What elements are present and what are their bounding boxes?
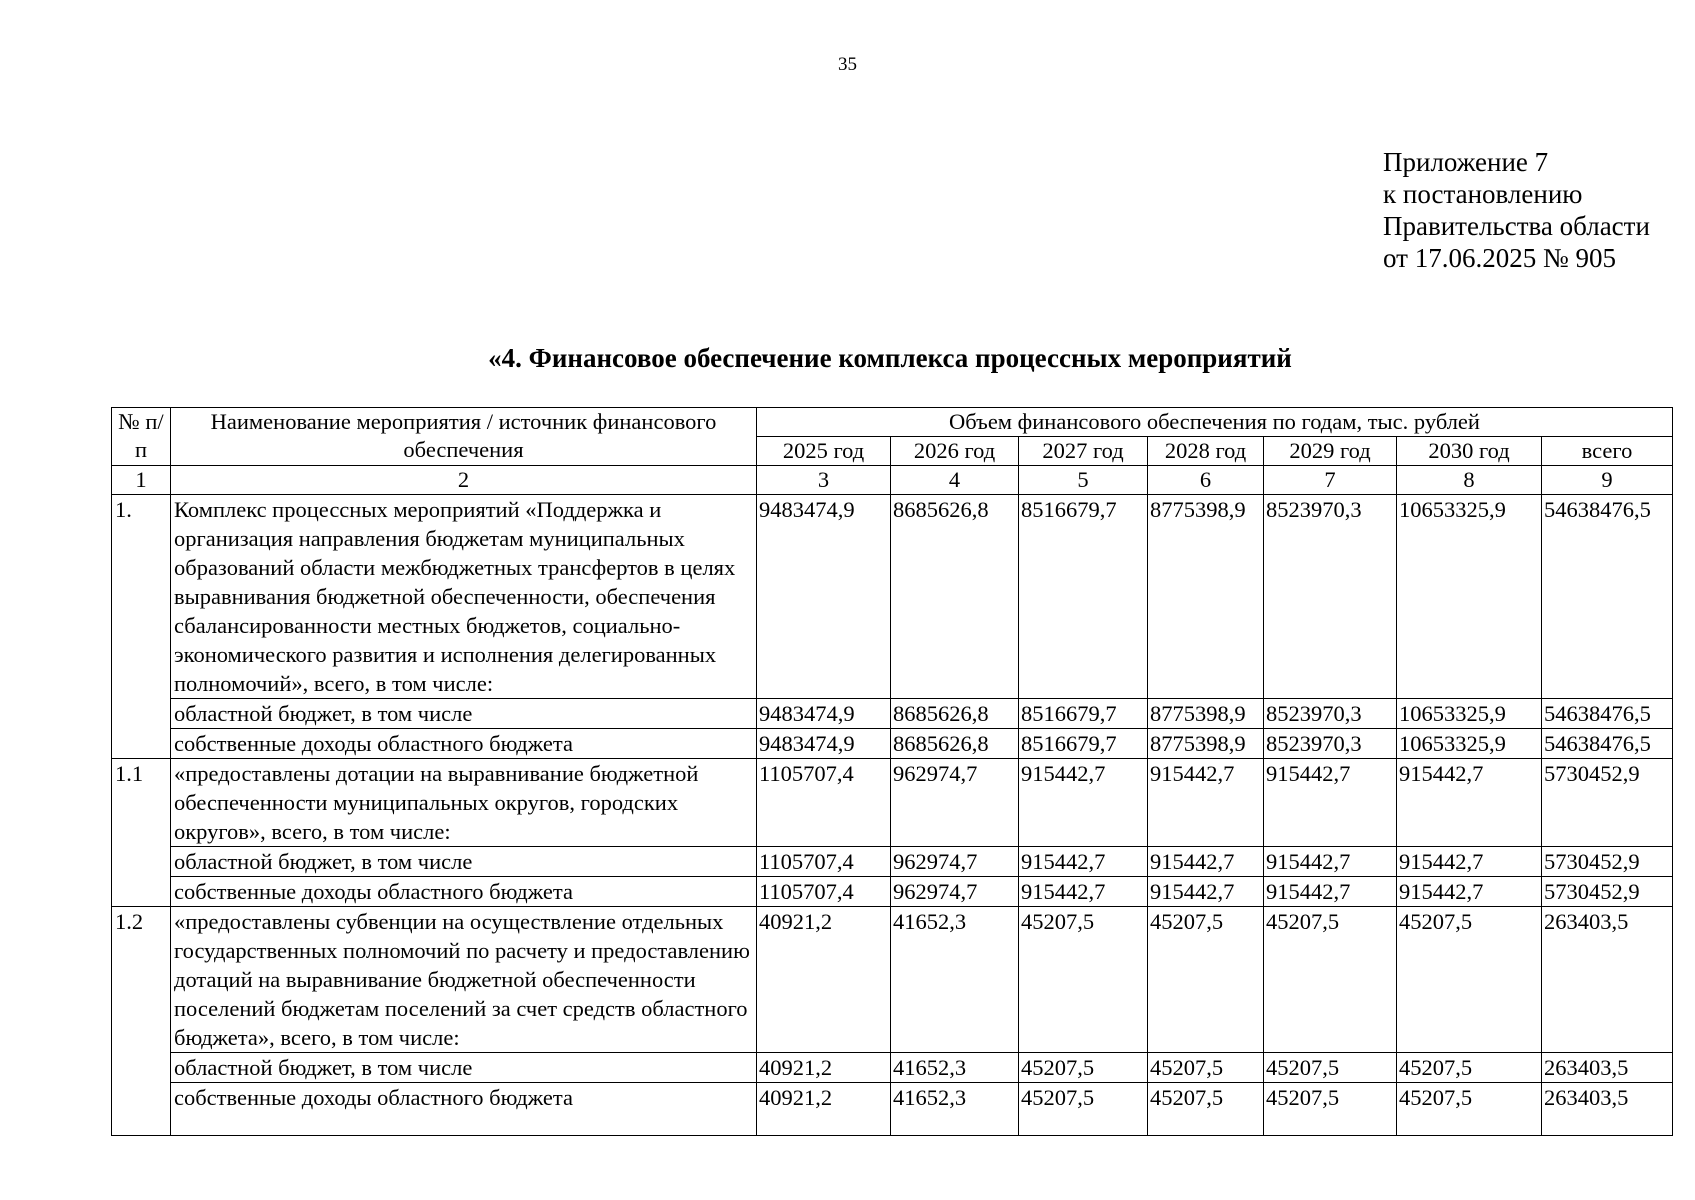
- column-number: 3: [757, 466, 891, 495]
- value-year: 10653325,9: [1397, 495, 1542, 699]
- table-row-main: [112, 907, 1673, 1053]
- value-year: 915442,7: [1148, 847, 1264, 877]
- activity-name: Комплекс процессных мероприятий «Поддержка и организация направления бюджетам муниципальных образований области межбюджетных трансфертов в целях выравнивания бюджетной обеспеченности, обеспечения сбалансированности местных бюджетов, социально-экономического развития и исполнения делегированных полномочий», всего, в том числе:: [171, 495, 757, 699]
- funding-source: областной бюджет, в том числе: [171, 699, 757, 729]
- row-number: 1.2: [112, 907, 171, 1136]
- value-year: 8523970,3: [1264, 729, 1397, 759]
- value-year: 915442,7: [1264, 847, 1397, 877]
- value-year: 8685626,8: [891, 495, 1019, 699]
- value-year: 915442,7: [1148, 759, 1264, 847]
- header-year: 2026 год: [891, 437, 1019, 466]
- value-year: 8685626,8: [891, 729, 1019, 759]
- header-total: всего: [1542, 437, 1673, 466]
- value-year: 962974,7: [891, 847, 1019, 877]
- column-number: 5: [1019, 466, 1148, 495]
- value-year: 1105707,4: [757, 877, 891, 907]
- value-year: 45207,5: [1019, 1083, 1148, 1136]
- column-number: 1: [112, 466, 171, 495]
- value-year: 45207,5: [1264, 1053, 1397, 1083]
- value-year: 45207,5: [1264, 1083, 1397, 1136]
- header-volume: Объем финансового обеспечения по годам, тыс. рублей: [757, 408, 1673, 437]
- value-year: 9483474,9: [757, 729, 891, 759]
- value-year: 962974,7: [891, 877, 1019, 907]
- header-year: 2027 год: [1019, 437, 1148, 466]
- funding-source: собственные доходы областного бюджета: [171, 729, 757, 759]
- value-year: 8775398,9: [1148, 699, 1264, 729]
- value-year: 8516679,7: [1019, 495, 1148, 699]
- value-year: 45207,5: [1397, 1083, 1542, 1136]
- section-heading: «4. Финансовое обеспечение комплекса процессных мероприятий: [488, 343, 1292, 373]
- funding-source: областной бюджет, в том числе: [171, 847, 757, 877]
- activity-name: «предоставлены субвенции на осуществление отдельных государственных полномочий по расчету и предоставлению дотаций на выравнивание бюджетной обеспеченности поселений бюджетам поселений за счет средств областного бюджета», всего, в том числе:: [171, 907, 757, 1053]
- header-year: 2025 год: [757, 437, 891, 466]
- value-total: 54638476,5: [1542, 729, 1673, 759]
- column-number: 8: [1397, 466, 1542, 495]
- value-total: 5730452,9: [1542, 847, 1673, 877]
- funding-source: областной бюджет, в том числе: [171, 1053, 757, 1083]
- appendix-line-3: Правительства области: [1383, 211, 1650, 241]
- value-year: 45207,5: [1264, 907, 1397, 1053]
- value-year: 8523970,3: [1264, 699, 1397, 729]
- value-year: 915442,7: [1019, 847, 1148, 877]
- column-number: 9: [1542, 466, 1673, 495]
- value-total: 54638476,5: [1542, 699, 1673, 729]
- value-year: 45207,5: [1148, 907, 1264, 1053]
- header-year: 2028 год: [1148, 437, 1264, 466]
- value-year: 915442,7: [1019, 877, 1148, 907]
- value-year: 45207,5: [1148, 1083, 1264, 1136]
- value-total: 54638476,5: [1542, 495, 1673, 699]
- value-year: 915442,7: [1148, 877, 1264, 907]
- value-year: 41652,3: [891, 1083, 1019, 1136]
- appendix-line-4: от 17.06.2025 № 905: [1383, 243, 1616, 273]
- value-year: 45207,5: [1397, 1053, 1542, 1083]
- value-year: 1105707,4: [757, 847, 891, 877]
- column-number: 7: [1264, 466, 1397, 495]
- value-year: 915442,7: [1397, 877, 1542, 907]
- value-total: 263403,5: [1542, 1053, 1673, 1083]
- value-year: 962974,7: [891, 759, 1019, 847]
- table-row-source: [112, 847, 1673, 877]
- appendix-line-2: к постановлению: [1383, 179, 1583, 209]
- row-number: 1.1: [112, 759, 171, 907]
- header-name: Наименование мероприятия / источник финансового обеспечения: [171, 408, 757, 466]
- appendix-block: [1383, 146, 1650, 274]
- activity-name: «предоставлены дотации на выравнивание бюджетной обеспеченности муниципальных округов, городских округов», всего, в том числе:: [171, 759, 757, 847]
- table-row-main: [112, 759, 1673, 847]
- value-year: 8516679,7: [1019, 699, 1148, 729]
- row-number: 1.: [112, 495, 171, 759]
- value-total: 263403,5: [1542, 907, 1673, 1053]
- value-year: 8523970,3: [1264, 495, 1397, 699]
- value-year: 10653325,9: [1397, 729, 1542, 759]
- value-year: 915442,7: [1264, 877, 1397, 907]
- value-year: 9483474,9: [757, 495, 891, 699]
- table-row-source: [112, 1083, 1673, 1136]
- table-row-source: [112, 699, 1673, 729]
- value-year: 10653325,9: [1397, 699, 1542, 729]
- value-year: 1105707,4: [757, 759, 891, 847]
- page-number: 35: [838, 54, 857, 75]
- column-number: 2: [171, 466, 757, 495]
- header-row-col-numbers: [112, 466, 1673, 495]
- value-total: 5730452,9: [1542, 759, 1673, 847]
- value-year: 915442,7: [1397, 847, 1542, 877]
- header-year: 2029 год: [1264, 437, 1397, 466]
- value-year: 8775398,9: [1148, 495, 1264, 699]
- value-year: 915442,7: [1019, 759, 1148, 847]
- value-year: 45207,5: [1397, 907, 1542, 1053]
- value-total: 5730452,9: [1542, 877, 1673, 907]
- table-row-source: [112, 877, 1673, 907]
- appendix-line-1: Приложение 7: [1383, 147, 1549, 177]
- header-year: 2030 год: [1397, 437, 1542, 466]
- value-year: 41652,3: [891, 1053, 1019, 1083]
- funding-source: собственные доходы областного бюджета: [171, 877, 757, 907]
- value-year: 45207,5: [1019, 907, 1148, 1053]
- value-year: 8775398,9: [1148, 729, 1264, 759]
- value-year: 8516679,7: [1019, 729, 1148, 759]
- value-year: 40921,2: [757, 907, 891, 1053]
- value-year: 45207,5: [1019, 1053, 1148, 1083]
- column-number: 6: [1148, 466, 1264, 495]
- value-year: 41652,3: [891, 907, 1019, 1053]
- value-year: 9483474,9: [757, 699, 891, 729]
- table-row-main: [112, 495, 1673, 699]
- value-year: 915442,7: [1264, 759, 1397, 847]
- value-total: 263403,5: [1542, 1083, 1673, 1136]
- financing-table: [111, 407, 1673, 1136]
- value-year: 915442,7: [1397, 759, 1542, 847]
- table-row-source: [112, 729, 1673, 759]
- value-year: 8685626,8: [891, 699, 1019, 729]
- value-year: 40921,2: [757, 1083, 891, 1136]
- value-year: 40921,2: [757, 1053, 891, 1083]
- funding-source: собственные доходы областного бюджета: [171, 1083, 757, 1136]
- table-row-source: [112, 1053, 1673, 1083]
- value-year: 45207,5: [1148, 1053, 1264, 1083]
- column-number: 4: [891, 466, 1019, 495]
- header-row-1: [112, 408, 1673, 437]
- header-no: № п/п: [112, 408, 171, 466]
